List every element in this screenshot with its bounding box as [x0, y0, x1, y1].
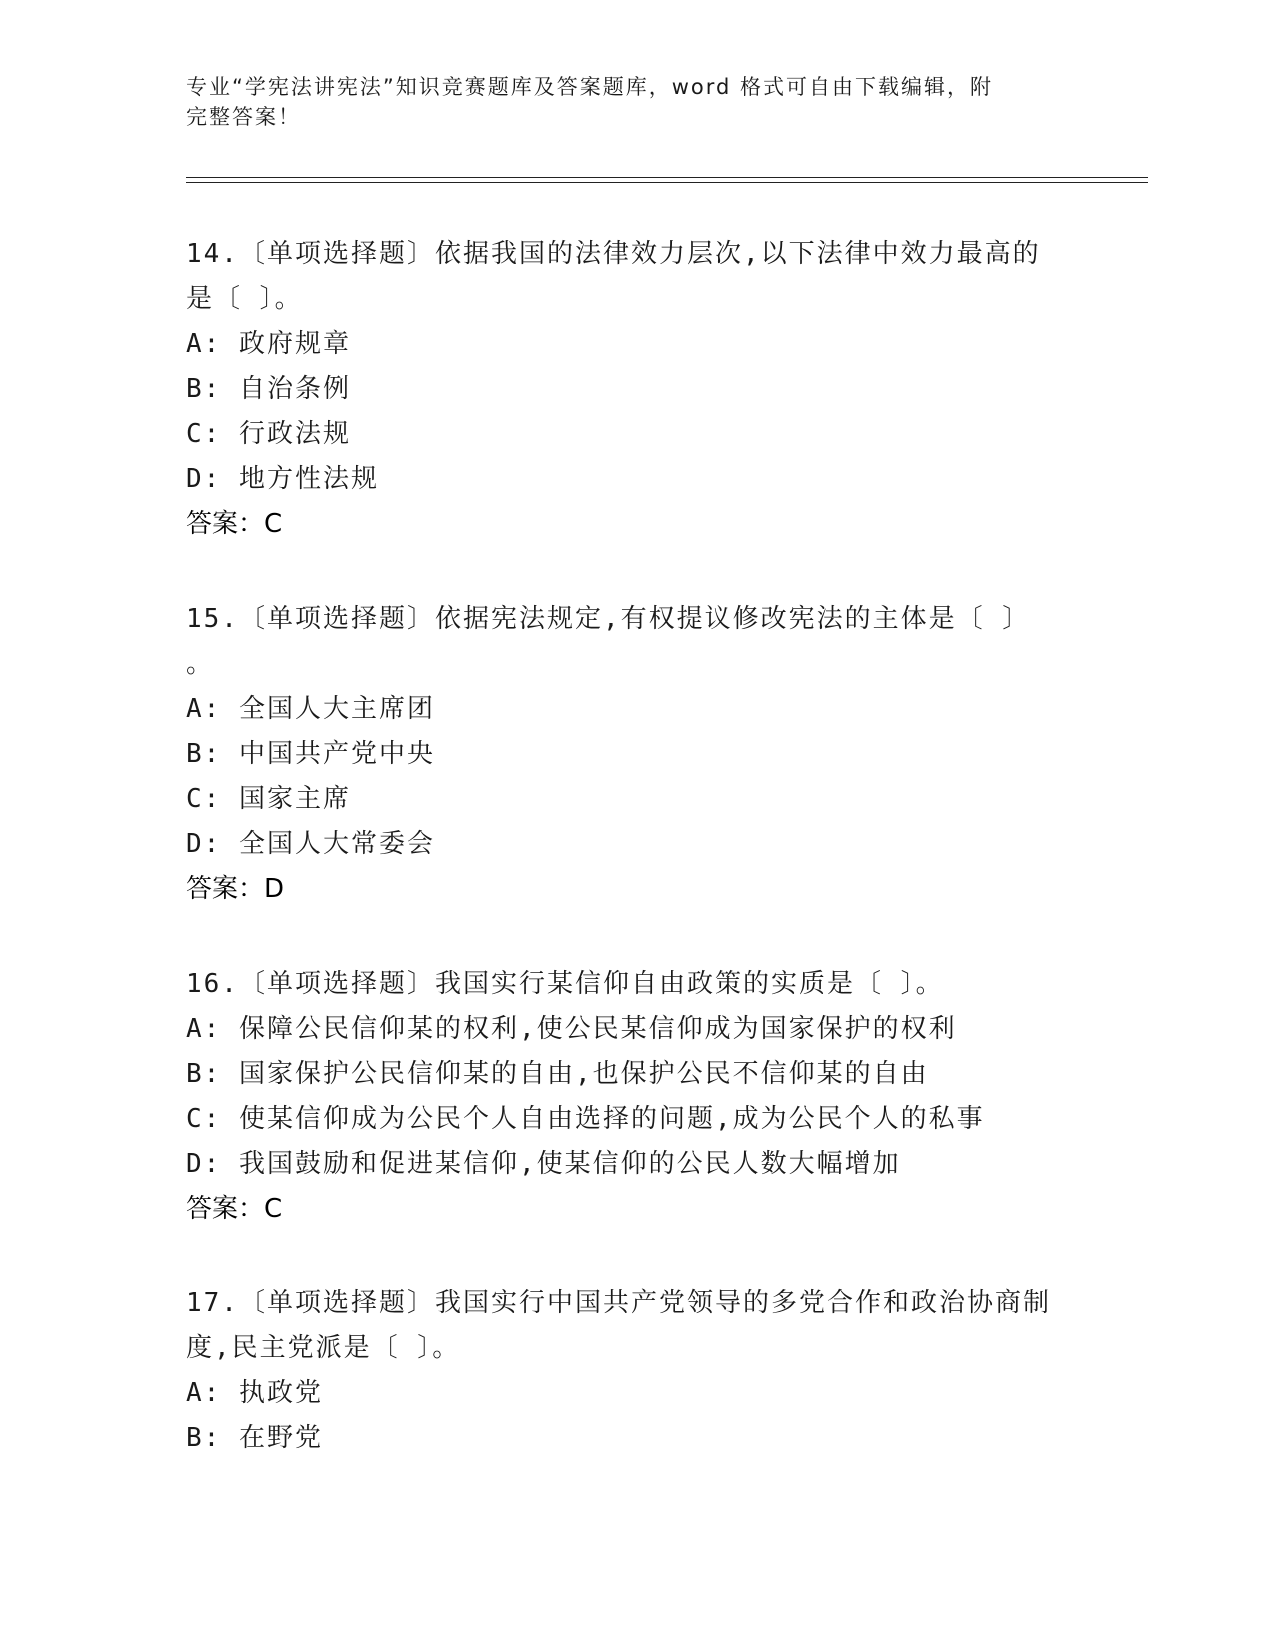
question-17: [186, 1281, 1086, 1461]
question-14: [186, 232, 1086, 547]
option-d: D: 我国鼓励和促进某信仰,使某信仰的公民人数大幅增加: [186, 1149, 901, 1179]
question-16: [186, 962, 1086, 1232]
option-a: A: 政府规章: [186, 329, 351, 359]
question-stem-line: 15.〔单项选择题〕依据宪法规定,有权提议修改宪法的主体是〔 〕: [186, 604, 1031, 634]
header-divider-top: [186, 177, 1148, 178]
option-b: B: 国家保护公民信仰某的自由,也保护公民不信仰某的自由: [186, 1059, 929, 1089]
option-c: C: 行政法规: [186, 419, 351, 449]
option-b: B: 在野党: [186, 1423, 323, 1453]
option-c: C: 使某信仰成为公民个人自由选择的问题,成为公民个人的私事: [186, 1104, 985, 1134]
question-15: [186, 597, 1086, 912]
option-d: D: 地方性法规: [186, 464, 379, 494]
header-divider-bottom: [186, 182, 1148, 183]
header-line-2: 完整答案！: [186, 105, 301, 129]
option-d: D: 全国人大常委会: [186, 829, 435, 859]
question-stem-line: 是〔 〕。: [186, 284, 303, 314]
option-a: A: 全国人大主席团: [186, 694, 435, 724]
option-a: A: 执政党: [186, 1378, 323, 1408]
question-stem-line: 16.〔单项选择题〕我国实行某信仰自由政策的实质是〔 〕。: [186, 969, 944, 999]
option-a: A: 保障公民信仰某的权利,使公民某信仰成为国家保护的权利: [186, 1014, 957, 1044]
question-stem-line: 。: [186, 649, 215, 679]
header-line-1: 专业“学宪法讲宪法”知识竞赛题库及答案题库，word 格式可自由下载编辑，附: [186, 75, 994, 99]
option-b: B: 自治条例: [186, 374, 351, 404]
answer-label: 答案：D: [186, 874, 285, 904]
option-b: B: 中国共产党中央: [186, 739, 435, 769]
document-header: [186, 72, 1066, 132]
question-stem-line: 14.〔单项选择题〕依据我国的法律效力层次,以下法律中效力最高的: [186, 239, 1041, 269]
option-c: C: 国家主席: [186, 784, 351, 814]
question-stem-line: 度,民主党派是〔 〕。: [186, 1333, 461, 1363]
answer-label: 答案：C: [186, 1194, 283, 1224]
question-stem-line: 17.〔单项选择题〕我国实行中国共产党领导的多党合作和政治协商制: [186, 1288, 1051, 1318]
answer-label: 答案：C: [186, 509, 283, 539]
